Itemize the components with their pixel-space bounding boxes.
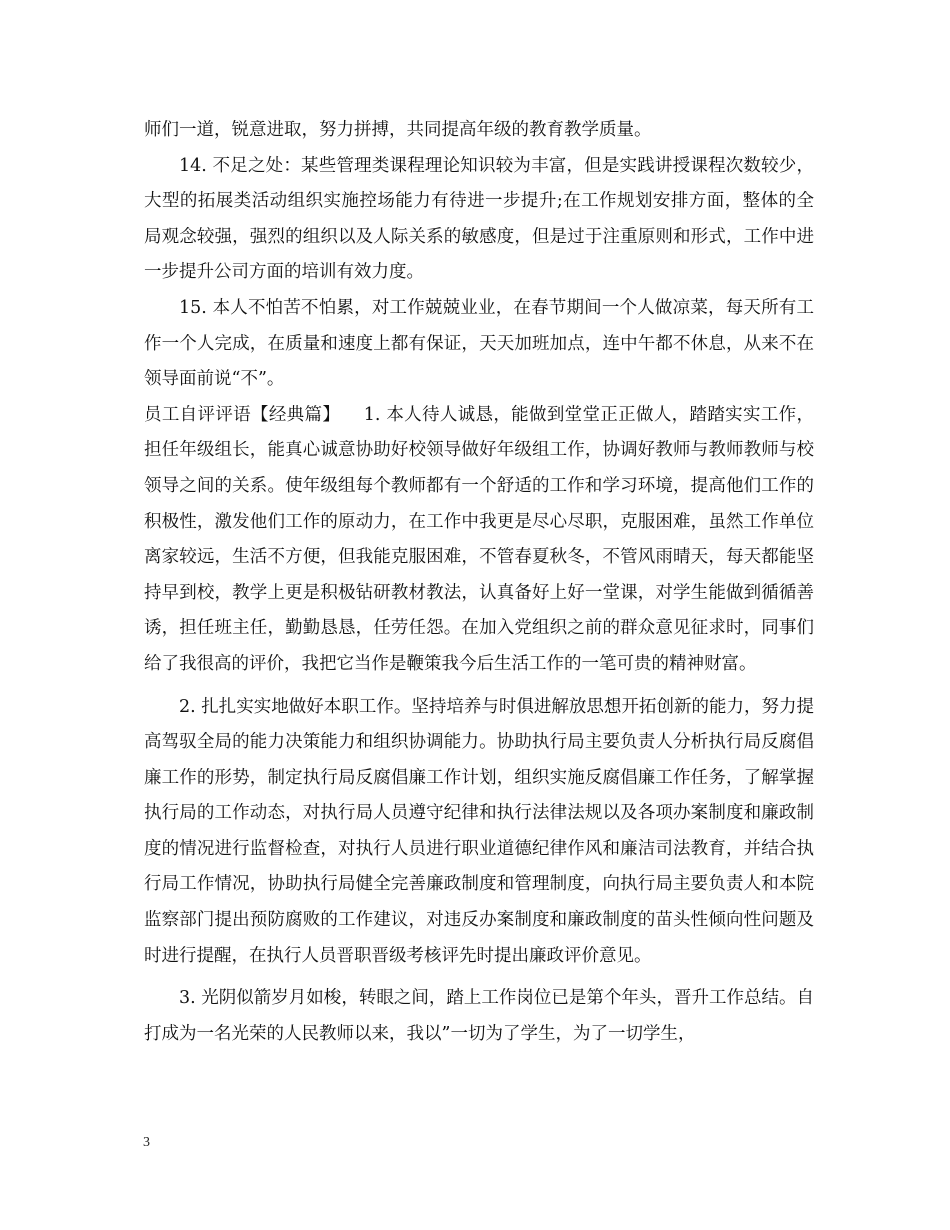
paragraph-item-2: 2. 扎扎实实地做好本职工作。坚持培养与时俱进解放思想开拓创新的能力，努力提高驾驭全局的能力决策能力和组织协调能力。协助执行局主要负责人分析执行局反腐倡廉工作的形势，制定执行局反腐倡廉工作计划，组织实施反腐倡廉工作任务，了解掌握执行局的工作动态，对执行局人员遵守纪律和执行法律法规以及各项办案制度和廉政制度的情况进行监督检查，对执行人员进行职业道德纪律作风和廉洁司法教育，并结合执行局工作情况，协助执行局健全完善廉政制度和管理制度，向执行局主要负责人和本院监察部门提出预防腐败的工作建议，对违反办案制度和廉政制度的苗头性倾向性问题及时进行提醒，在执行人员晋职晋级考核评先时提出廉政评价意见。 bbox=[144, 696, 814, 966]
paragraph-item-14: 14. 不足之处：某些管理类课程理论知识较为丰富，但是实践讲授课程次数较少，大型的拓展类活动组织实施控场能力有待进一步提升;在工作规划安排方面，整体的全局观念较强，强烈的组织以及人际关系的敏感度，但是过于注重原则和形式，工作中进一步提升公司方面的培训有效力度。 bbox=[144, 155, 814, 283]
document-body bbox=[144, 113, 814, 1052]
paragraph-continuation: 师们一道，锐意进取，努力拼搏，共同提高年级的教育教学质量。 bbox=[144, 120, 652, 140]
paragraph-classic-section: 员工自评评语【经典篇】 1. 本人待人诚恳，能做到堂堂正正做人，踏踏实实工作，担任年级组长，能真心诚意协助好校领导做好年级组工作，协调好教师与教师教师与校领导之间的关系。使年级组每个教师都有一个舒适的工作和学习环境，提高他们工作的积极性，激发他们工作的原动力，在工作中我更是尽心尽职，克服困难，虽然工作单位离家较远，生活不方便，但我能克服困难，不管春夏秋冬，不管风雨晴天，每天都能坚持早到校，教学上更是积极钻研教材教法，认真备好上好一堂课，对学生能做到循循善诱，担任班主任，勤勤恳恳，任劳任怨。在加入党组织之前的群众意见征求时，同事们给了我很高的评价，我把它当作是鞭策我今后生活工作的一笔可贵的精神财富。 bbox=[144, 404, 814, 674]
paragraph-item-3: 3. 光阴似箭岁月如梭，转眼之间，踏上工作岗位已是第个年头，晋升工作总结。自打成为一名光荣的人民教师以来，我以”一切为了学生，为了一切学生， bbox=[144, 988, 814, 1044]
paragraph-item-15: 15. 本人不怕苦不怕累，对工作兢兢业业，在春节期间一个人做凉菜，每天所有工作一个人完成，在质量和速度上都有保证，天天加班加点，连中午都不休息，从来不在领导面前说“不”。 bbox=[144, 297, 814, 390]
page-number: 3 bbox=[143, 1135, 150, 1150]
